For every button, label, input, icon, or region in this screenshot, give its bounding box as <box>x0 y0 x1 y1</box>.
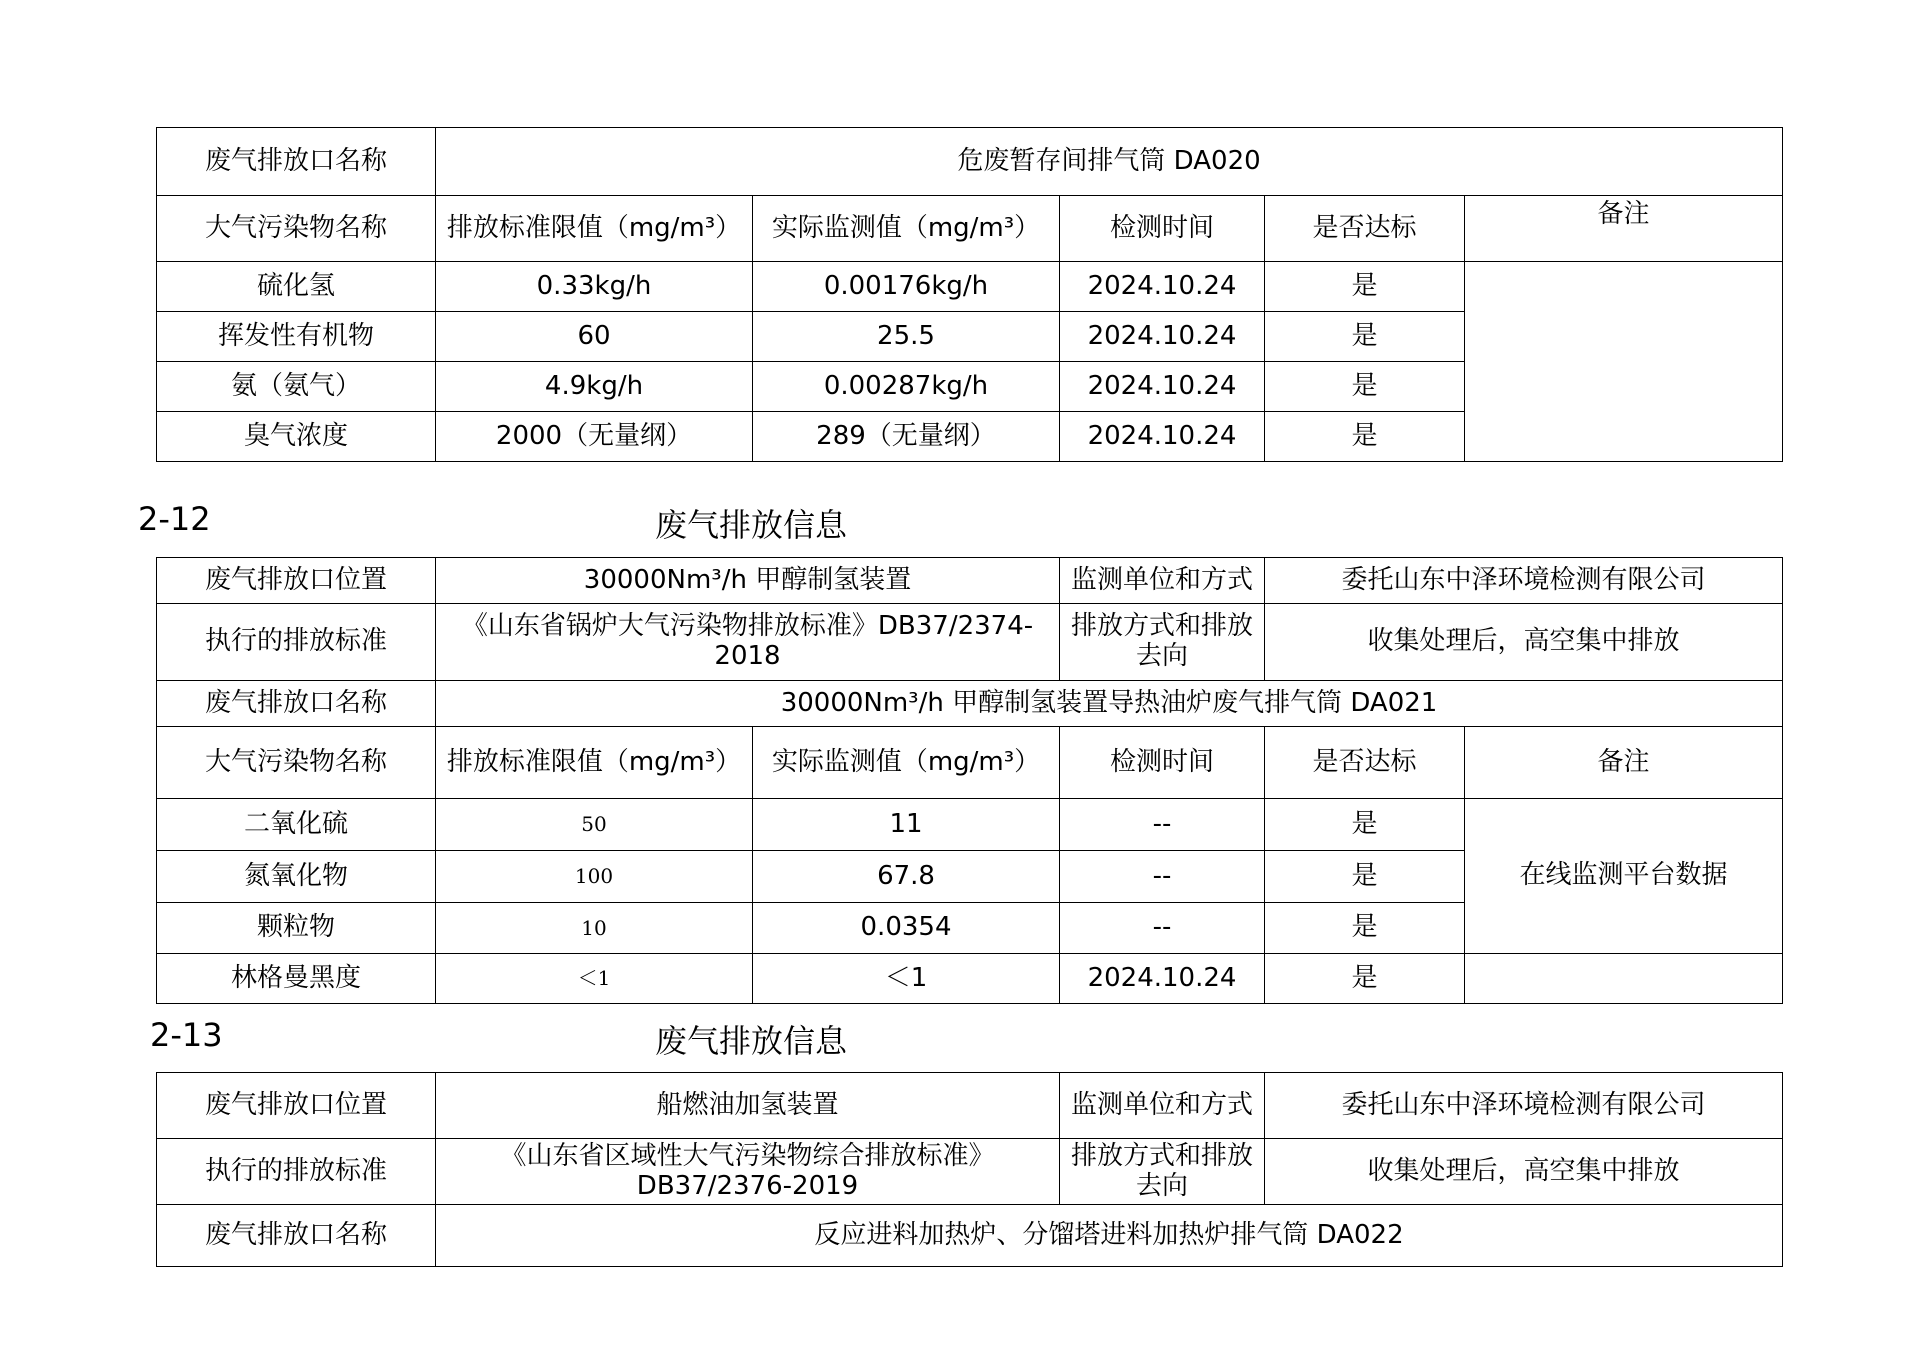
header-limit: 排放标准限值（mg/m³） <box>436 196 753 262</box>
outlet-name-label: 废气排放口名称 <box>157 681 436 727</box>
outlet-name-label: 废气排放口名称 <box>157 1205 436 1267</box>
header-measured: 实际监测值（mg/m³） <box>753 196 1060 262</box>
pollutant-name: 氮氧化物 <box>157 851 436 903</box>
standard-label: 执行的排放标准 <box>157 1139 436 1205</box>
test-date: 2024.10.24 <box>1060 312 1265 362</box>
remark-value: 在线监测平台数据 <box>1465 799 1783 954</box>
method-label: 排放方式和排放去向 <box>1060 1139 1265 1205</box>
measured-value: 0.00176kg/h <box>753 262 1060 312</box>
compliance-status: 是 <box>1265 262 1465 312</box>
test-date: 2024.10.24 <box>1060 362 1265 412</box>
pollutant-name: 颗粒物 <box>157 903 436 954</box>
limit-value: ＜1 <box>436 954 753 1004</box>
compliance-status: 是 <box>1265 954 1465 1004</box>
compliance-status: 是 <box>1265 312 1465 362</box>
compliance-status: 是 <box>1265 412 1465 462</box>
standard-value: 《山东省锅炉大气污染物排放标准》DB37/2374-2018 <box>436 604 1060 681</box>
section-number: 2-12 <box>138 500 211 538</box>
pollutant-name: 硫化氢 <box>157 262 436 312</box>
table-row <box>157 262 1783 312</box>
limit-value: 100 <box>436 851 753 903</box>
section-number: 2-13 <box>150 1016 223 1054</box>
section-title: 废气排放信息 <box>655 506 848 544</box>
pollutant-name: 臭气浓度 <box>157 412 436 462</box>
measured-value: ＜1 <box>753 954 1060 1004</box>
pollutant-name: 挥发性有机物 <box>157 312 436 362</box>
limit-value: 0.33kg/h <box>436 262 753 312</box>
measured-value: 25.5 <box>753 312 1060 362</box>
measured-value: 289（无量纲） <box>753 412 1060 462</box>
method-value: 收集处理后，高空集中排放 <box>1265 1139 1783 1205</box>
measured-value: 11 <box>753 799 1060 851</box>
table-row <box>157 954 1783 1004</box>
measured-value: 0.0354 <box>753 903 1060 954</box>
header-measured: 实际监测值（mg/m³） <box>753 727 1060 799</box>
standard-value: 《山东省区域性大气污染物综合排放标准》DB37/2376-2019 <box>436 1139 1060 1205</box>
limit-value: 60 <box>436 312 753 362</box>
compliance-status: 是 <box>1265 362 1465 412</box>
test-date: -- <box>1060 903 1265 954</box>
emission-table-da021 <box>156 557 1783 1004</box>
remark-cell <box>1465 262 1783 462</box>
compliance-status: 是 <box>1265 851 1465 903</box>
outlet-name-value: 反应进料加热炉、分馏塔进料加热炉排气筒 DA022 <box>436 1205 1783 1267</box>
outlet-name-value: 30000Nm³/h 甲醇制氢装置导热油炉废气排气筒 DA021 <box>436 681 1783 727</box>
header-limit: 排放标准限值（mg/m³） <box>436 727 753 799</box>
position-value: 船燃油加氢装置 <box>436 1073 1060 1139</box>
measured-value: 0.00287kg/h <box>753 362 1060 412</box>
test-date: 2024.10.24 <box>1060 412 1265 462</box>
pollutant-name: 二氧化硫 <box>157 799 436 851</box>
outlet-name-value: 危废暂存间排气筒 DA020 <box>436 128 1783 196</box>
header-remark: 备注 <box>1465 196 1783 262</box>
position-label: 废气排放口位置 <box>157 1073 436 1139</box>
emission-table-da020 <box>156 127 1783 462</box>
monitor-label: 监测单位和方式 <box>1060 1073 1265 1139</box>
emission-table-da022 <box>156 1072 1783 1267</box>
header-remark: 备注 <box>1465 727 1783 799</box>
outlet-name-label: 废气排放口名称 <box>157 128 436 196</box>
monitor-value: 委托山东中泽环境检测有限公司 <box>1265 558 1783 604</box>
standard-label: 执行的排放标准 <box>157 604 436 681</box>
limit-value: 10 <box>436 903 753 954</box>
header-test-time: 检测时间 <box>1060 196 1265 262</box>
header-pollutant: 大气污染物名称 <box>157 727 436 799</box>
pollutant-name: 氨（氨气） <box>157 362 436 412</box>
method-value: 收集处理后，高空集中排放 <box>1265 604 1783 681</box>
position-value: 30000Nm³/h 甲醇制氢装置 <box>436 558 1060 604</box>
test-date: -- <box>1060 851 1265 903</box>
remark-cell <box>1465 954 1783 1004</box>
monitor-value: 委托山东中泽环境检测有限公司 <box>1265 1073 1783 1139</box>
header-pollutant: 大气污染物名称 <box>157 196 436 262</box>
limit-value: 50 <box>436 799 753 851</box>
monitor-label: 监测单位和方式 <box>1060 558 1265 604</box>
test-date: 2024.10.24 <box>1060 262 1265 312</box>
limit-value: 2000（无量纲） <box>436 412 753 462</box>
header-test-time: 检测时间 <box>1060 727 1265 799</box>
compliance-status: 是 <box>1265 903 1465 954</box>
header-compliant: 是否达标 <box>1265 727 1465 799</box>
method-label: 排放方式和排放去向 <box>1060 604 1265 681</box>
measured-value: 67.8 <box>753 851 1060 903</box>
table-row <box>157 799 1783 851</box>
pollutant-name: 林格曼黑度 <box>157 954 436 1004</box>
test-date: -- <box>1060 799 1265 851</box>
test-date: 2024.10.24 <box>1060 954 1265 1004</box>
header-compliant: 是否达标 <box>1265 196 1465 262</box>
position-label: 废气排放口位置 <box>157 558 436 604</box>
section-title: 废气排放信息 <box>655 1022 848 1060</box>
limit-value: 4.9kg/h <box>436 362 753 412</box>
compliance-status: 是 <box>1265 799 1465 851</box>
